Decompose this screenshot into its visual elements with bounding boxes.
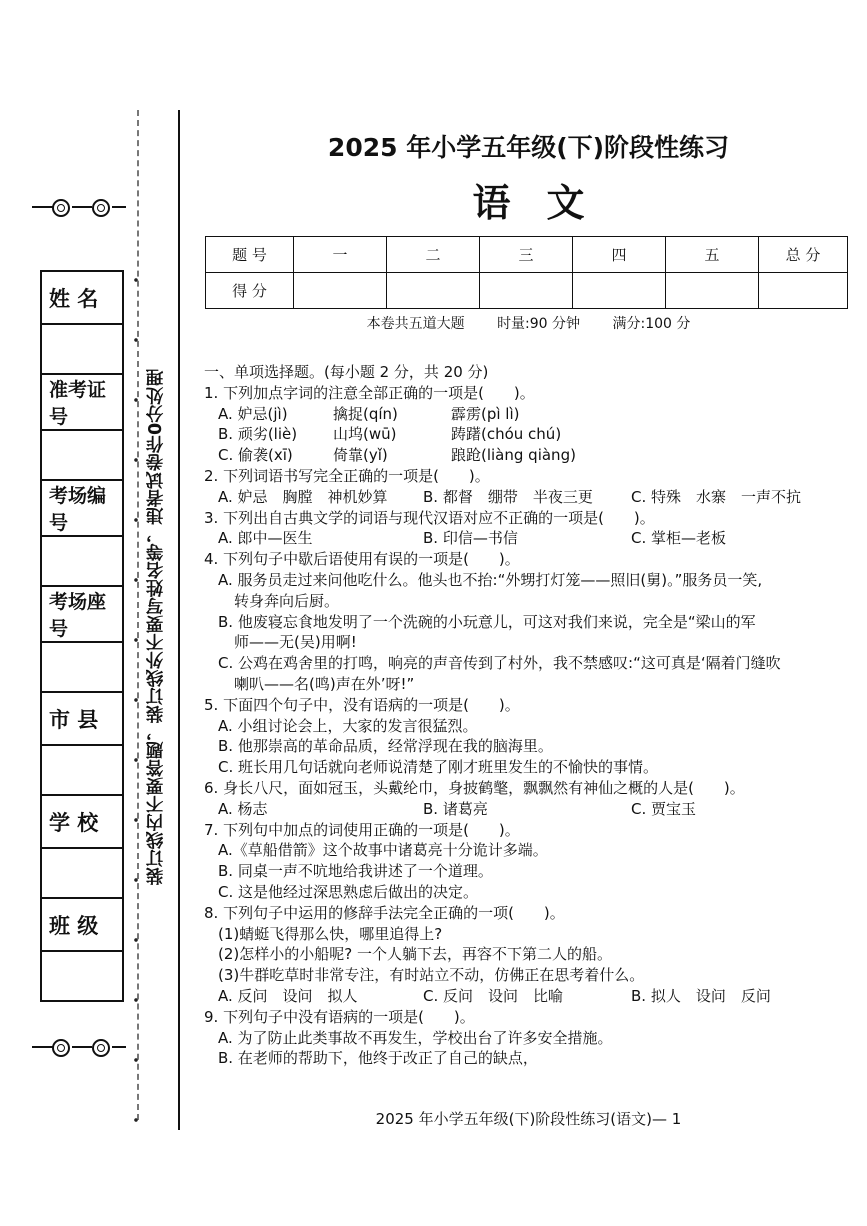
q1-row-b (204, 424, 844, 445)
q1-a-3: 霹雳(pì lì) (451, 404, 520, 423)
q7-line-a: A.《草船借箭》这个故事中诸葛亮十分诡计多端。 (218, 841, 548, 860)
q2-opt-b: B. 都督 绷带 半夜三更 (423, 487, 593, 506)
q2-opt-c: C. 特殊 水寨 一声不抗 (631, 487, 802, 506)
binding-strip (0, 0, 190, 1226)
q1-a-2: 擒捉(qín) (333, 404, 398, 423)
field-name[interactable] (41, 324, 123, 374)
q2-options (204, 487, 844, 508)
q7-line-b: B. 同桌一声不吭地给我讲述了一个道理。 (218, 862, 493, 881)
q5-line-a: A. 小组讨论会上，大家的发言很猛烈。 (218, 716, 478, 735)
field-seat-no[interactable] (41, 642, 123, 692)
binding-ring-bottom-1 (52, 1039, 70, 1057)
exam-title: 2025 年小学五年级(下)阶段性练习 (327, 133, 730, 162)
score-table (205, 236, 848, 309)
q1-row-c (204, 445, 844, 466)
q2-opt-a: A. 妒忌 胸膛 神机妙算 (218, 487, 388, 506)
binding-rule-top-left (32, 206, 54, 208)
q7-line-c: C. 这是他经过深思熟虑后做出的决定。 (218, 882, 479, 901)
binding-rule-bottom-mid (72, 1046, 92, 1048)
dot-line (129, 250, 143, 1130)
q6-opt-b: B. 诸葛亮 (423, 799, 488, 818)
q1-row-a (204, 404, 844, 425)
q4-line-5: C. 公鸡在鸡舍里的打鸣，响亮的声音传到了村外，我不禁感叹:“这可真是‘隔着门缝吹 (218, 654, 781, 673)
score-header-2: 二 (387, 237, 480, 273)
score-cell-1[interactable] (294, 273, 387, 309)
q8-opt-c: C. 反问 设问 比喻 (423, 986, 564, 1005)
q1-b-2: 山坞(wū) (333, 425, 397, 444)
label-city-county: 市 县 (41, 692, 123, 745)
q4-line-4: 师——无(吴)用啊! (234, 633, 357, 652)
q4-line-3: B. 他废寝忘食地发明了一个洗碗的小玩意儿，可这对我们来说，完全是“梁山的军 (218, 612, 756, 631)
q8-opt-b: B. 拟人 设问 反问 (631, 986, 771, 1005)
label-room-no: 考场编号 (41, 480, 123, 536)
q9-stem: 9. 下列句子中没有语病的一项是( )。 (204, 1007, 475, 1026)
q6-opt-c: C. 贾宝玉 (631, 799, 697, 818)
q1-c-3: 踉跄(liàng qiàng) (451, 446, 576, 465)
binding-rule-top-right (112, 206, 126, 208)
q8-line-3: (3)牛群吃草时非常专注，有时站立不动，仿佛正在思考着什么。 (218, 966, 645, 985)
q6-options (204, 799, 844, 820)
q6-opt-a: A. 杨志 (218, 799, 268, 818)
score-header-3: 三 (480, 237, 573, 273)
binding-ring-bottom-2 (92, 1039, 110, 1057)
q1-b-3: 踌躇(chóu chú) (451, 425, 562, 444)
meta-score: 满分:100 分 (612, 316, 691, 332)
q9-line-b: B. 在老师的帮助下，他终于改正了自己的缺点， (218, 1049, 538, 1068)
field-school[interactable] (41, 848, 123, 898)
score-cell-2[interactable] (387, 273, 480, 309)
score-header-label: 题 号 (206, 237, 294, 273)
q5-line-c: C. 班长用几句话就向老师说清楚了刚才班里发生的不愉快的事情。 (218, 758, 659, 777)
score-cell-4[interactable] (573, 273, 666, 309)
q1-stem: 1. 下列加点字词的注意全部正确的一项是( )。 (204, 383, 535, 402)
q4-line-1: A. 服务员走过来问他吃什么。他头也不抬:“外甥打灯笼——照旧(舅)。”服务员一笑, (218, 570, 763, 589)
score-cell-5[interactable] (666, 273, 759, 309)
q5-stem: 5. 下面四个句子中，没有语病的一项是( )。 (204, 695, 520, 714)
section-title: 一、单项选择题。(每小题 2 分，共 20 分) (204, 363, 489, 381)
binding-ring-top-1 (52, 199, 70, 217)
label-name: 姓 名 (41, 271, 123, 324)
student-info-table (40, 270, 124, 1002)
q6-stem: 6. 身长八尺，面如冠玉，头戴纶巾，身披鹤氅，飘飘然有神仙之概的人是( )。 (204, 778, 745, 797)
label-school: 学 校 (41, 795, 123, 848)
q9-line-a: A. 为了防止此类事故不再发生，学校出台了许多安全措施。 (218, 1028, 613, 1047)
binding-warning: 装订线内不要答题，装订线外不要写姓名等，违者试卷作0分处理 (146, 368, 166, 885)
field-exam-id[interactable] (41, 430, 123, 480)
q8-options (204, 986, 844, 1007)
q7-stem: 7. 下列句中加点的词使用正确的一项是( )。 (204, 820, 520, 839)
binding-rule-bottom-left (32, 1046, 54, 1048)
q8-line-1: (1)蜻蜓飞得那么快，哪里追得上? (218, 924, 443, 943)
binding-ring-top-2 (92, 199, 110, 217)
field-room-no[interactable] (41, 536, 123, 586)
q1-c-1: C. 偷袭(xī) (218, 446, 293, 465)
binding-line (178, 110, 180, 1130)
meta-sections: 本卷共五道大题 (366, 316, 465, 332)
field-city-county[interactable] (41, 745, 123, 795)
score-row-label: 得 分 (206, 273, 294, 309)
page-footer: 2025 年小学五年级(下)阶段性练习(语文)— 1 (375, 1110, 682, 1128)
label-exam-id: 准考证号 (41, 374, 123, 430)
q2-stem: 2. 下列词语书写完全正确的一项是( )。 (204, 466, 490, 485)
q1-a-1: A. 妒忌(jì) (218, 404, 288, 423)
label-seat-no: 考场座号 (41, 586, 123, 642)
question-area (204, 362, 844, 1069)
score-header-total: 总 分 (759, 237, 848, 273)
q1-c-2: 倚靠(yǐ) (333, 446, 388, 465)
label-class: 班 级 (41, 898, 123, 951)
q4-line-6: 喇叭——名(鸣)声在外’呀!” (234, 674, 415, 693)
q4-line-2: 转身奔向后厨。 (234, 591, 340, 610)
subject-title: 语文 (472, 180, 621, 225)
score-cell-3[interactable] (480, 273, 573, 309)
score-header-1: 一 (294, 237, 387, 273)
q1-b-1: B. 顽劣(liè) (218, 425, 298, 444)
meta-time: 时量:90 分钟 (497, 316, 581, 332)
q3-opt-a: A. 郎中—医生 (218, 529, 313, 548)
score-header-5: 五 (666, 237, 759, 273)
q3-opt-b: B. 印信—书信 (423, 529, 518, 548)
exam-meta (190, 313, 867, 333)
q8-line-2: (2)怎样小的小船呢? 一个人躺下去，再容不下第二人的船。 (218, 945, 612, 964)
q8-stem: 8. 下列句子中运用的修辞手法完全正确的一项( )。 (204, 903, 565, 922)
q3-opt-c: C. 掌柜—老板 (631, 529, 727, 548)
score-cell-total[interactable] (759, 273, 848, 309)
q8-opt-a: A. 反问 设问 拟人 (218, 986, 358, 1005)
q5-line-b: B. 他那崇高的革命品质，经常浮现在我的脑海里。 (218, 737, 553, 756)
field-class[interactable] (41, 951, 123, 1001)
binding-rule-bottom-right (112, 1046, 126, 1048)
binding-rule-top-mid (72, 206, 92, 208)
score-header-4: 四 (573, 237, 666, 273)
q4-stem: 4. 下列句子中歇后语使用有误的一项是( )。 (204, 550, 520, 569)
q3-options (204, 528, 844, 549)
q3-stem: 3. 下列出自古典文学的词语与现代汉语对应不正确的一项是( )。 (204, 508, 655, 527)
